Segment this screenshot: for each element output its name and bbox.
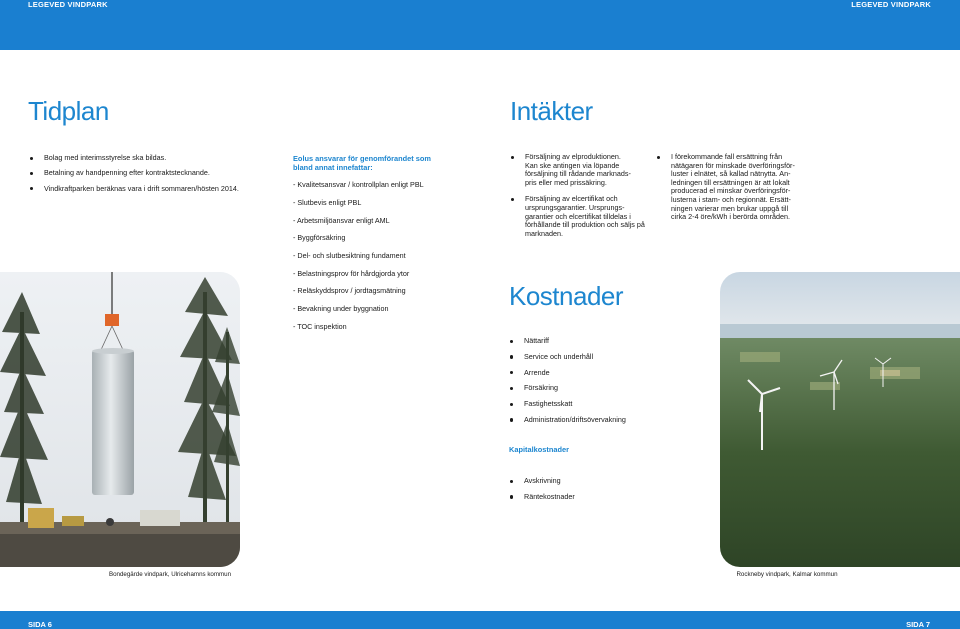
list-item: - TOC inspektion: [293, 322, 347, 331]
kapitalkostnader-heading: Kapitalkostnader: [509, 445, 569, 454]
list-item: I förekommande fall ersättning från nätägaren för minskade överföringsför- luster i elnätet, så kallad nätnytta. An- ledningen till ersättningen är att lokalt producerad el minskar överföringsför- lusterna i stam- och regionnät. Ersätt- ningen varierar men brukar uppgå till cirka 2-4 öre/kWh i berörda områden.: [656, 153, 806, 222]
wind-park-photo-caption: Rockneby vindpark, Kalmar kommun: [736, 571, 838, 578]
list-item: - Bevakning under byggnation: [293, 304, 389, 313]
kostnader-title: Kostnader: [509, 281, 624, 311]
list-item: Nättariff: [509, 337, 689, 346]
tidplan-list: [29, 154, 249, 193]
footer-left-label: SIDA 6: [28, 620, 52, 629]
eolus-heading: Eolus ansvarar för genomförandet som bland annat innefattar:: [293, 154, 431, 173]
intakter-title: Intäkter: [510, 96, 593, 126]
list-item: Räntekostnader: [509, 493, 689, 502]
header-left-label: LEGEVED VINDPARK: [28, 0, 108, 9]
eolus-list: [293, 0, 473, 629]
list-item: Service och underhåll: [509, 353, 689, 362]
list-item: Avskrivning: [509, 477, 689, 486]
intakter-list-col2: [656, 153, 806, 222]
footer-bar: [0, 611, 960, 629]
list-item: - Belastningsprov för hårdgjorda ytor: [293, 269, 410, 278]
intakter-list-col1: [510, 153, 660, 238]
list-item: - Kvalitetsansvar / kontrollplan enligt PBL: [293, 180, 424, 189]
footer-right-label: SIDA 7: [906, 620, 930, 629]
list-item: Försäkring: [509, 384, 689, 393]
kapitalkostnader-list: [509, 477, 689, 501]
list-item: Arrende: [509, 369, 689, 378]
list-item: Administration/driftsövervakning: [509, 416, 689, 425]
list-item: Försäljning av elproduktionen. Kan ske antingen via löpande försäljning till rådande marknads- pris eller med prissäkring.: [510, 153, 660, 187]
list-item: Försäljning av elcertifikat och ursprungsgarantier. Ursprungs- garantier och elcertifikat tilldelas i förhållande till produktion och säljs på marknaden.: [510, 195, 660, 238]
list-item: Betalning av handpenning efter kontraktstecknande.: [29, 169, 249, 178]
list-item: - Reläskyddsprov / jordtagsmätning: [293, 286, 406, 295]
tidplan-title: Tidplan: [28, 96, 109, 126]
list-item: Fastighetsskatt: [509, 400, 689, 409]
construction-photo: [0, 272, 240, 567]
construction-photo-caption: Bondegärde vindpark, Ulricehamns kommun: [108, 571, 232, 578]
wind-park-aerial-photo: [720, 272, 960, 567]
header-bar: [0, 0, 960, 50]
kostnader-list: [509, 337, 689, 425]
list-item: - Del- och slutbesiktning fundament: [293, 251, 406, 260]
list-item: Bolag med interimsstyrelse ska bildas.: [29, 154, 249, 163]
list-item: - Byggförsäkring: [293, 233, 346, 242]
header-right-label: LEGEVED VINDPARK: [851, 0, 931, 9]
list-item: - Slutbevis enligt PBL: [293, 198, 362, 207]
list-item: Vindkraftparken beräknas vara i drift sommaren/hösten 2014.: [29, 185, 249, 194]
list-item: - Arbetsmiljöansvar enligt AML: [293, 216, 390, 225]
